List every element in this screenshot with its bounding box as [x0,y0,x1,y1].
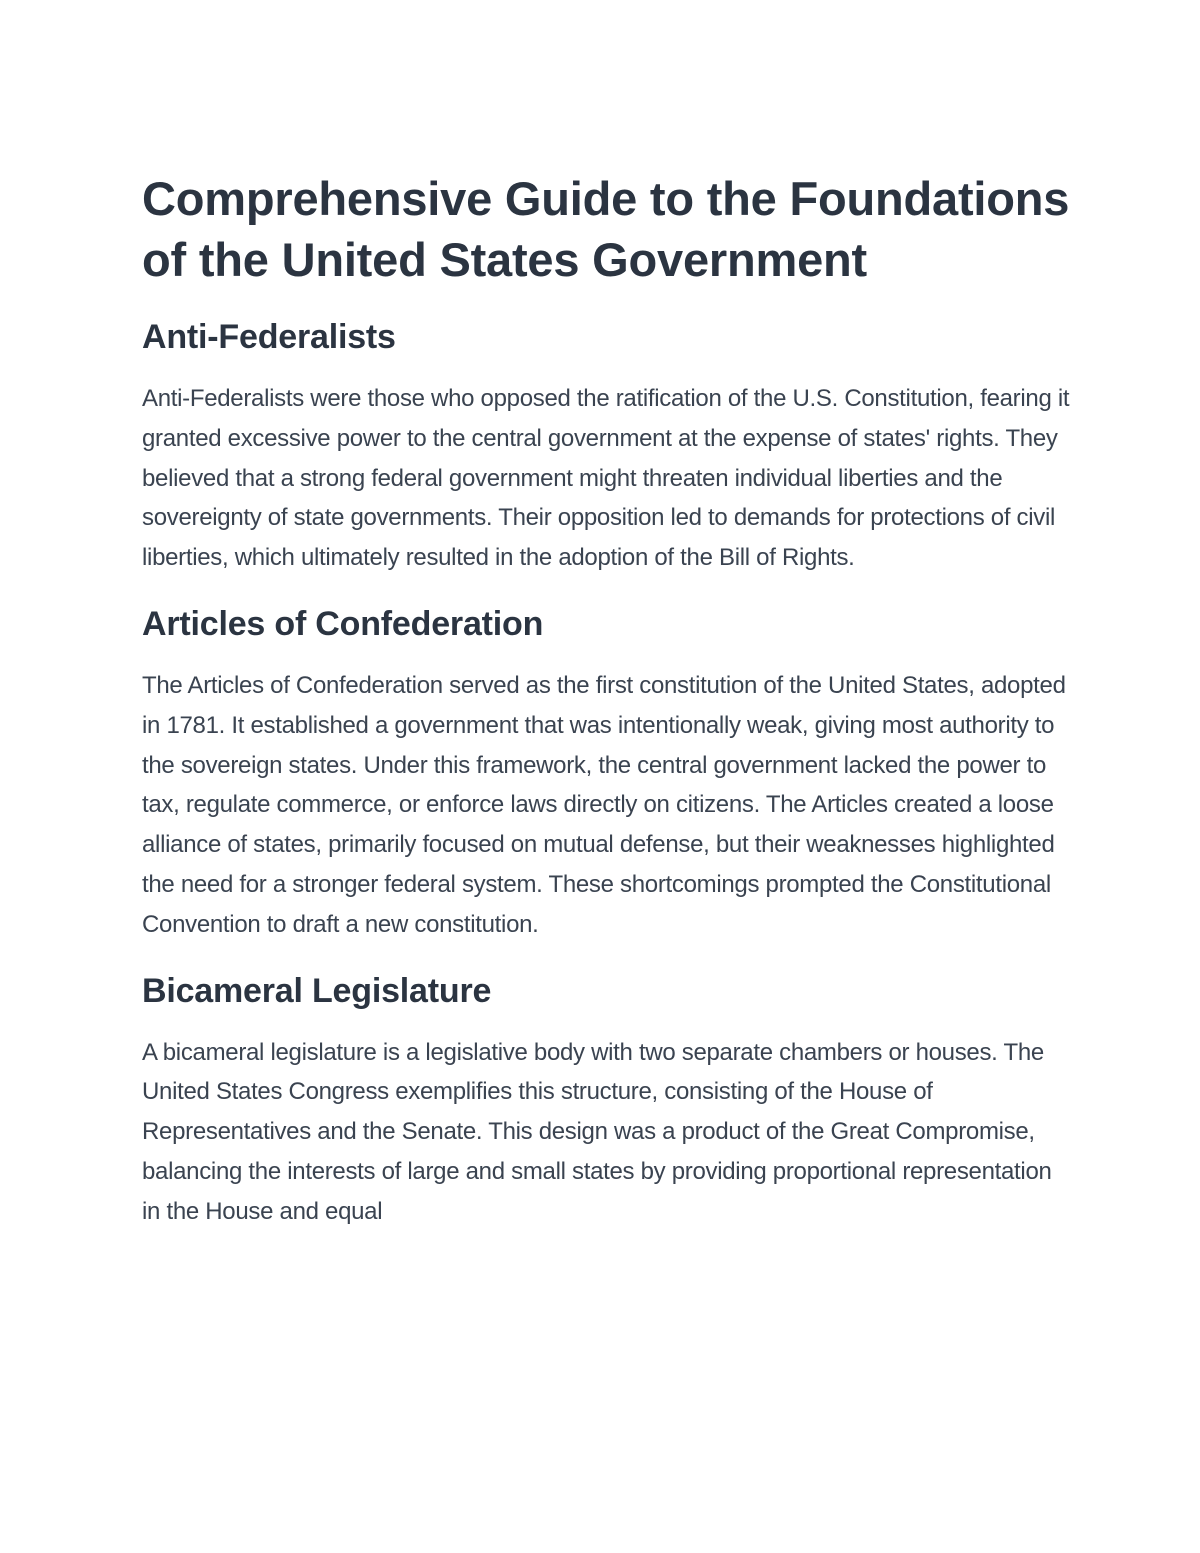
section-bicameral-legislature [142,969,1072,1232]
section-heading: Bicameral Legislature [142,971,492,1010]
section-body: Anti-Federalists were those who opposed the ratification of the U.S. Constitution, fearing it granted excessive power to the central government at the expense of states' rights. They believed that a strong federal government might threaten individual liberties and the sovereignty of state governments. Their opposition led to demands for protections of civil liberties, which ultimately resulted in the adoption of the Bill of Rights. [142,385,1070,572]
section-heading: Anti-Federalists [142,318,396,356]
section-body: The Articles of Confederation served as the first constitution of the United States, adopted in 1781. It established a government that was intentionally weak, giving most authority to the sovereign states. Under this framework, the central government lacked the power to tax, regulate commerce, or enforce laws directly on citizens. The Articles created a loose alliance of states, primarily focused on mutual defense, but their weaknesses highlighted the need for a stronger federal system. These shortcomings prompted the Constitutional Convention to draft a new constitution. [142,671,1066,938]
section-heading: Articles of Confederation [142,604,544,643]
document-page [142,168,1072,1256]
section-articles-of-confederation [142,602,1072,945]
section-body: A bicameral legislature is a legislative body with two separate chambers or houses. The United States Congress exemplifies this structure, consisting of the House of Representatives and the Senate. This design was a product of the Great Compromise, balancing the interests of large and small states by providing proportional representation in the House and equal [142,1038,1052,1225]
page-title: Comprehensive Guide to the Foundations of the United States Government [142,172,1070,286]
section-anti-federalists [142,315,1072,578]
